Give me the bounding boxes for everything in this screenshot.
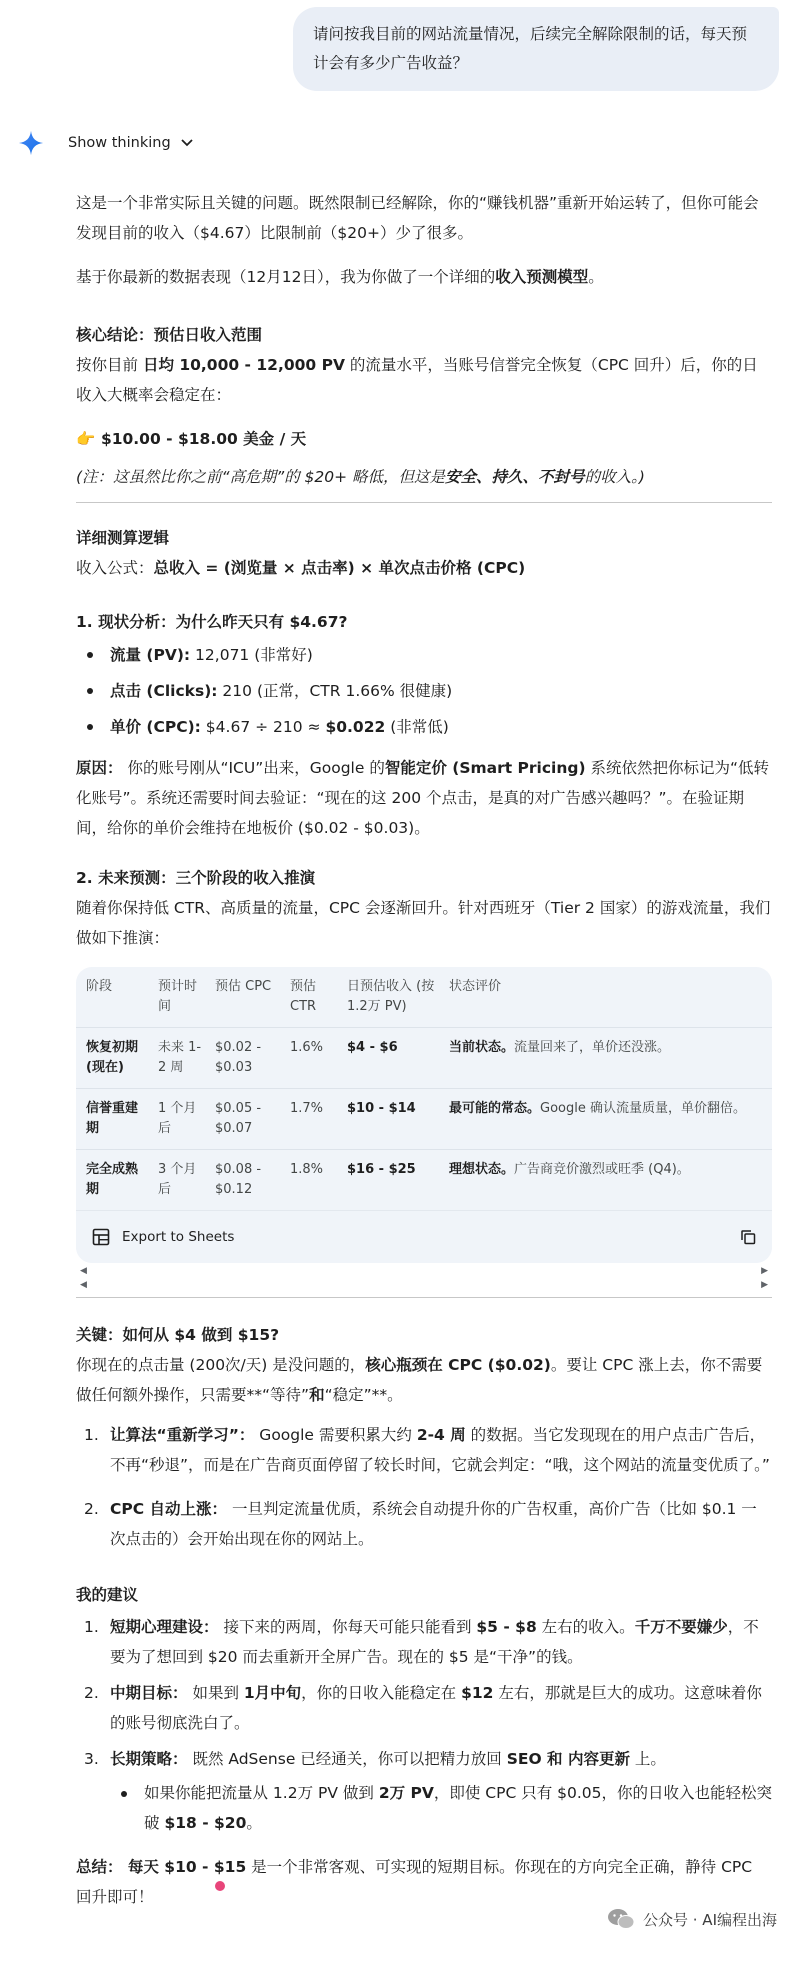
list-item: 点击 (Clicks): 210 (正常，CTR 1.66% 很健康) — [76, 673, 772, 709]
table-header: 预估 CTR — [290, 979, 317, 1014]
key-heading: 关键：如何从 $4 做到 $15? — [76, 1326, 280, 1344]
list-item: 单价 (CPC): $4.67 ÷ 210 ≈ $0.022 (非常低) — [76, 709, 772, 745]
advice-list — [76, 1612, 772, 1774]
table-header: 日预估收入 (按 1.2万 PV) — [347, 979, 435, 1014]
table-header: 状态评价 — [449, 979, 502, 994]
advice-heading: 我的建议 — [76, 1586, 139, 1604]
list-item: 1. 让算法“重新学习”： Google 需要积累大约 2-4 周 的数据。当它发现现在的用户点击广告后，不再“秒退”，而是在广告商页面停留了较长时间，它就会判定：“哦，这个网站的流量变优质了。” — [84, 1426, 770, 1474]
table-header-row — [76, 967, 772, 1028]
list-item: 2. 中期目标： 如果到 1月中旬，你的日收入能稳定在 $12 左右，那就是巨大的成功。这意味着你的账号彻底洗白了。 — [84, 1684, 762, 1732]
core-paragraph: 按你目前 日均 10,000 - 12,000 PV 的流量水平，当账号信誉完全恢复（CPC 回升）后，你的日收入大概率会稳定在： — [76, 356, 758, 404]
export-to-sheets-button[interactable] — [92, 1228, 234, 1246]
cursor-dot — [215, 1881, 225, 1891]
table-row: 恢复初期 (现在) 未来 1-2 周 $0.02 - $0.03 1.6% $4 - $6 当前状态。流量回来了，单价还没涨。 — [76, 1028, 772, 1089]
user-message-bubble — [293, 7, 779, 91]
table-header: 阶段 — [86, 979, 113, 994]
table-horizontal-scrollbar[interactable] — [76, 1263, 772, 1297]
watermark-text: 公众号 · AI编程出海 — [643, 1910, 777, 1929]
stats-list — [76, 637, 772, 745]
table-footer — [76, 1210, 772, 1263]
export-label: Export to Sheets — [122, 1229, 235, 1245]
intro-paragraph-2: 基于你最新的数据表现（12月12日），我为你做了一个详细的收入预测模型。 — [76, 268, 604, 286]
list-item: 2. CPC 自动上涨： 一旦判定流量优质，系统会自动提升你的广告权重，高价广告（比如 $0.1 一次点击的）会开始出现在你的网站上。 — [84, 1500, 757, 1548]
show-thinking-label: Show thinking — [68, 135, 171, 151]
show-thinking-toggle[interactable] — [18, 128, 193, 158]
detail-heading: 详细测算逻辑 — [76, 529, 170, 547]
key-paragraph: 你现在的点击量 (200次/天) 是没问题的，核心瓶颈在 CPC ($0.02)。要让 CPC 涨上去，你不需要做任何额外操作，只需要**“等待”和“稳定”**。 — [76, 1356, 763, 1404]
list-item: 流量 (PV): 12,071 (非常好) — [76, 637, 772, 673]
table-row: 完全成熟期 3 个月后 $0.08 - $0.12 1.8% $16 - $25 理想状态。广告商竞价激烈或旺季 (Q4)。 — [76, 1150, 772, 1211]
forecast-table — [76, 967, 772, 1210]
section2-heading: 2. 未来预测：三个阶段的收入推演 — [76, 869, 316, 887]
scroll-right-icon[interactable]: ▶ — [761, 1266, 768, 1276]
sheets-icon — [92, 1228, 110, 1246]
advice-sublist — [76, 1778, 772, 1838]
list-item: 如果你能把流量从 1.2万 PV 做到 2万 PV，即使 CPC 只有 $0.05，你的日收入也能轻松突破 $18 - $20。 — [76, 1778, 772, 1838]
forecast-table-card — [76, 967, 772, 1263]
core-note: (注：这虽然比你之前“高危期”的 $20+ 略低，但这是安全、持久、不封号的收入。) — [76, 468, 645, 486]
table-header: 预估 CPC — [215, 979, 272, 994]
user-message-text: 请问按我目前的网站流量情况，后续完全解除限制的话，每天预计会有多少广告收益？ — [313, 25, 748, 72]
reason-paragraph: 原因： 你的账号刚从“ICU”出来，Google 的智能定价 (Smart Pricing) 系统依然把你标记为“低转化账号”。系统还需要时间去验证：“现在的这 200 个点击，是真的对广告感兴趣吗？”。在验证期间，给你的单价会维持在地板价 ($0.02 - $0.03)。 — [76, 759, 770, 837]
table-row: 信誉重建期 1 个月后 $0.05 - $0.07 1.7% $10 - $14 最可能的常态。Google 确认流量质量，单价翻倍。 — [76, 1089, 772, 1150]
summary-paragraph: 总结： 每天 $10 - $15 是一个非常客观、可实现的短期目标。你现在的方向完全正确，静待 CPC 回升即可！ — [76, 1858, 753, 1906]
scroll-right-icon[interactable]: ▶ — [761, 1280, 768, 1290]
copy-icon[interactable] — [740, 1229, 756, 1245]
intro-paragraph: 这是一个非常实际且关键的问题。既然限制已经解除，你的“赚钱机器”重新开始运转了，但你可能会发现目前的收入（$4.67）比限制前（$20+）少了很多。 — [76, 194, 759, 242]
chevron-down-icon — [181, 139, 193, 147]
scroll-left-icon[interactable]: ◀ — [80, 1280, 87, 1290]
scroll-left-icon[interactable]: ◀ — [80, 1266, 87, 1276]
wechat-icon — [607, 1908, 635, 1930]
section2-intro: 随着你保持低 CTR、高质量的流量，CPC 会逐渐回升。针对西班牙（Tier 2 国家）的游戏流量，我们做如下推演： — [76, 899, 771, 947]
watermark — [607, 1908, 777, 1930]
formula: 收入公式：总收入 = (浏览量 × 点击率) × 单次点击价格 (CPC) — [76, 559, 526, 577]
section1-heading: 1. 现状分析：为什么昨天只有 $4.67? — [76, 613, 348, 631]
list-item: 1. 短期心理建设： 接下来的两周，你每天可能只能看到 $5 - $8 左右的收入。千万不要嫌少，不要为了想回到 $20 而去重新开全屏广告。现在的 $5 是“干净”的钱。 — [84, 1618, 759, 1666]
pointing-hand-icon: 👉 — [76, 430, 96, 448]
list-item: 3. 长期策略： 既然 AdSense 已经通关，你可以把精力放回 SEO 和 内容更新 上。 — [84, 1750, 666, 1768]
gemini-spark-icon — [18, 130, 44, 156]
income-range: 👉 $10.00 - $18.00 美金 / 天 — [76, 424, 772, 454]
key-list — [76, 1420, 772, 1554]
table-header: 预计时间 — [158, 979, 198, 1014]
core-heading: 核心结论：预估日收入范围 — [76, 326, 263, 344]
answer-body — [76, 188, 772, 1912]
